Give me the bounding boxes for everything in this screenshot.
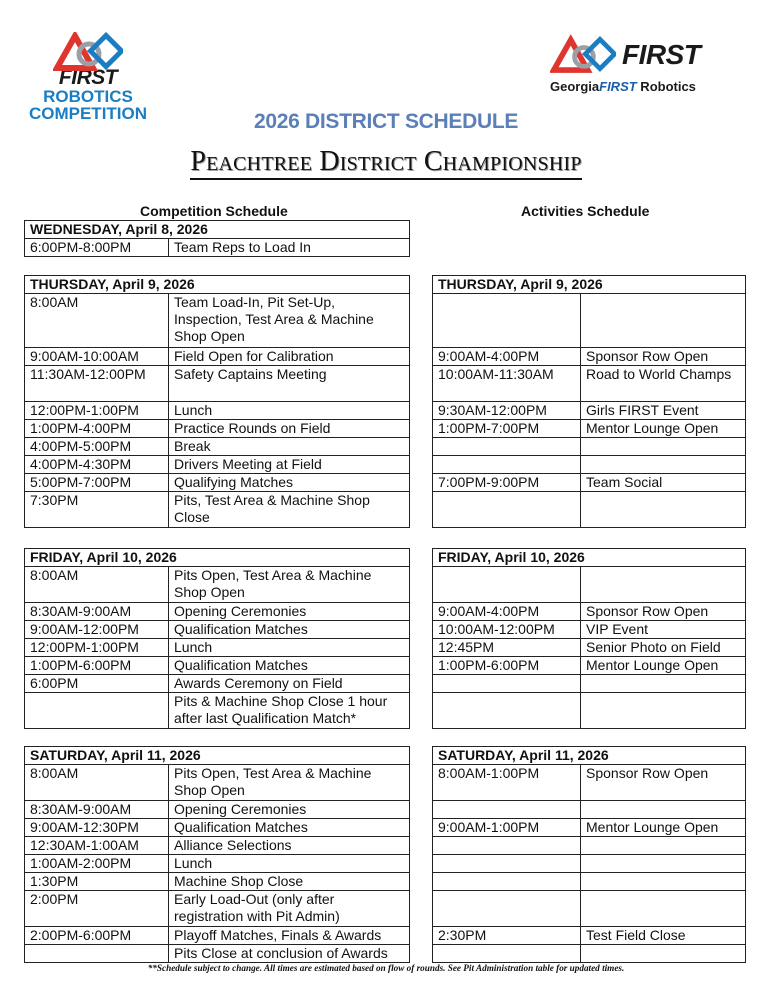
time-cell: 1:00PM-6:00PM <box>25 657 169 675</box>
time-cell: 10:00AM-11:30AM <box>433 366 581 402</box>
event-cell <box>581 837 746 855</box>
table-row <box>433 693 746 729</box>
table-row <box>433 639 746 657</box>
event-title: Peachtree District Championship <box>0 146 772 178</box>
time-cell: 6:00PM-8:00PM <box>25 239 169 257</box>
day-header: FRIDAY, April 10, 2026 <box>433 549 746 567</box>
time-cell: 8:00AM-1:00PM <box>433 765 581 801</box>
time-cell: 2:00PM-6:00PM <box>25 927 169 945</box>
table-row <box>25 837 410 855</box>
table-row <box>433 438 746 456</box>
time-cell: 9:00AM-10:00AM <box>25 348 169 366</box>
table-row <box>25 402 410 420</box>
table-row <box>433 294 746 348</box>
table-row <box>433 474 746 492</box>
event-cell <box>581 801 746 819</box>
day-header: SATURDAY, April 11, 2026 <box>25 747 410 765</box>
time-cell: 8:00AM <box>25 294 169 348</box>
event-cell: Lunch <box>169 639 410 657</box>
day-header: FRIDAY, April 10, 2026 <box>25 549 410 567</box>
time-cell <box>433 801 581 819</box>
time-cell: 8:30AM-9:00AM <box>25 603 169 621</box>
event-cell <box>581 567 746 603</box>
table-row <box>25 765 410 801</box>
time-cell <box>433 456 581 474</box>
event-cell <box>581 693 746 729</box>
event-cell: Girls FIRST Event <box>581 402 746 420</box>
event-cell: Road to World Champs <box>581 366 746 402</box>
activities-table-saturday <box>432 746 746 963</box>
time-cell <box>433 294 581 348</box>
time-cell: 9:00AM-12:00PM <box>25 621 169 639</box>
table-row <box>433 819 746 837</box>
time-cell <box>433 675 581 693</box>
table-row <box>433 402 746 420</box>
time-cell: 10:00AM-12:00PM <box>433 621 581 639</box>
table-row <box>25 456 410 474</box>
competition-table-saturday <box>24 746 410 963</box>
first-logo-mark-icon <box>18 32 158 72</box>
competition-table-wednesday <box>24 220 410 257</box>
table-row <box>25 420 410 438</box>
table-row <box>433 945 746 963</box>
event-cell <box>581 945 746 963</box>
table-row <box>25 567 410 603</box>
event-cell: Opening Ceremonies <box>169 603 410 621</box>
table-row <box>433 621 746 639</box>
table-row <box>25 873 410 891</box>
time-cell <box>433 873 581 891</box>
time-cell: 9:00AM-12:30PM <box>25 819 169 837</box>
table-row <box>25 294 410 348</box>
activities-table-thursday <box>432 275 746 528</box>
table-row <box>25 855 410 873</box>
activities-table-friday <box>432 548 746 729</box>
table-row <box>25 366 410 402</box>
table-row <box>433 456 746 474</box>
table-row <box>25 657 410 675</box>
event-cell: Playoff Matches, Finals & Awards <box>169 927 410 945</box>
time-cell: 1:00PM-4:00PM <box>25 420 169 438</box>
event-cell: Safety Captains Meeting <box>169 366 410 402</box>
table-row <box>433 567 746 603</box>
time-cell <box>25 693 169 729</box>
event-cell: Team Social <box>581 474 746 492</box>
event-cell: Mentor Lounge Open <box>581 819 746 837</box>
table-row <box>433 855 746 873</box>
georgia-first-logo <box>550 32 720 94</box>
time-cell: 1:30PM <box>25 873 169 891</box>
table-row <box>433 420 746 438</box>
table-row <box>433 801 746 819</box>
time-cell: 11:30AM-12:00PM <box>25 366 169 402</box>
day-header: THURSDAY, April 9, 2026 <box>433 276 746 294</box>
time-cell: 7:00PM-9:00PM <box>433 474 581 492</box>
event-cell <box>581 891 746 927</box>
time-cell <box>433 837 581 855</box>
logo-robotics-text: ROBOTICS <box>43 87 133 106</box>
time-cell: 9:00AM-1:00PM <box>433 819 581 837</box>
table-row <box>433 927 746 945</box>
table-row <box>25 438 410 456</box>
table-row <box>25 239 410 257</box>
event-cell: Qualification Matches <box>169 657 410 675</box>
time-cell: 1:00AM-2:00PM <box>25 855 169 873</box>
time-cell: 9:00AM-4:00PM <box>433 348 581 366</box>
event-cell: Pits Open, Test Area & Machine Shop Open <box>169 765 410 801</box>
table-row <box>25 819 410 837</box>
table-row <box>25 474 410 492</box>
table-row <box>25 693 410 729</box>
table-row <box>25 639 410 657</box>
event-cell <box>581 294 746 348</box>
event-cell: Qualification Matches <box>169 621 410 639</box>
event-cell <box>581 456 746 474</box>
table-row <box>433 492 746 528</box>
competition-schedule-label: Competition Schedule <box>140 203 288 219</box>
event-cell: Sponsor Row Open <box>581 603 746 621</box>
time-cell: 12:00PM-1:00PM <box>25 402 169 420</box>
event-cell: Lunch <box>169 402 410 420</box>
event-cell: Pits Close at conclusion of Awards <box>169 945 410 963</box>
event-cell <box>581 675 746 693</box>
time-cell <box>433 567 581 603</box>
event-cell: Field Open for Calibration <box>169 348 410 366</box>
day-header: THURSDAY, April 9, 2026 <box>25 276 410 294</box>
time-cell <box>433 693 581 729</box>
table-row <box>25 348 410 366</box>
event-cell <box>581 492 746 528</box>
time-cell <box>433 891 581 927</box>
time-cell: 6:00PM <box>25 675 169 693</box>
event-cell: Machine Shop Close <box>169 873 410 891</box>
event-cell: Drivers Meeting at Field <box>169 456 410 474</box>
table-row <box>25 603 410 621</box>
event-cell: Early Load-Out (only after registration with Pit Admin) <box>169 891 410 927</box>
time-cell <box>433 492 581 528</box>
time-cell: 12:00PM-1:00PM <box>25 639 169 657</box>
event-cell: Qualifying Matches <box>169 474 410 492</box>
time-cell: 8:00AM <box>25 765 169 801</box>
table-row <box>25 891 410 927</box>
event-cell: Practice Rounds on Field <box>169 420 410 438</box>
footnote: **Schedule subject to change. All times are estimated based on flow of rounds. See Pit Administration table for updated times. <box>147 963 625 973</box>
event-cell: Mentor Lounge Open <box>581 657 746 675</box>
time-cell <box>433 438 581 456</box>
time-cell: 2:30PM <box>433 927 581 945</box>
day-header: SATURDAY, April 11, 2026 <box>433 747 746 765</box>
time-cell: 7:30PM <box>25 492 169 528</box>
time-cell <box>25 945 169 963</box>
event-cell: Pits Open, Test Area & Machine Shop Open <box>169 567 410 603</box>
time-cell: 9:30AM-12:00PM <box>433 402 581 420</box>
table-row <box>433 891 746 927</box>
event-cell: Sponsor Row Open <box>581 765 746 801</box>
event-cell <box>581 873 746 891</box>
time-cell: 8:00AM <box>25 567 169 603</box>
event-cell: Pits, Test Area & Machine Shop Close <box>169 492 410 528</box>
logo-first-text: FIRST <box>58 66 118 89</box>
time-cell: 4:00PM-5:00PM <box>25 438 169 456</box>
time-cell <box>433 945 581 963</box>
table-row <box>25 492 410 528</box>
time-cell: 1:00PM-7:00PM <box>433 420 581 438</box>
table-row <box>433 348 746 366</box>
schedule-heading: 2026 DISTRICT SCHEDULE <box>253 110 519 133</box>
event-cell: Alliance Selections <box>169 837 410 855</box>
table-row <box>433 603 746 621</box>
time-cell: 12:30AM-1:00AM <box>25 837 169 855</box>
day-header: WEDNESDAY, April 8, 2026 <box>25 221 410 239</box>
time-cell: 2:00PM <box>25 891 169 927</box>
table-row <box>25 927 410 945</box>
event-cell: Team Load-In, Pit Set-Up, Inspection, Test Area & Machine Shop Open <box>169 294 410 348</box>
event-cell: VIP Event <box>581 621 746 639</box>
event-cell: Awards Ceremony on Field <box>169 675 410 693</box>
table-row <box>433 765 746 801</box>
logo-first-text: FIRST <box>622 38 701 70</box>
table-row <box>433 366 746 402</box>
event-cell: Senior Photo on Field <box>581 639 746 657</box>
logo-competition-text: COMPETITION <box>28 104 148 123</box>
time-cell: 12:45PM <box>433 639 581 657</box>
event-cell: Lunch <box>169 855 410 873</box>
event-cell <box>581 438 746 456</box>
time-cell: 4:00PM-4:30PM <box>25 456 169 474</box>
event-cell: Break <box>169 438 410 456</box>
event-cell <box>581 855 746 873</box>
time-cell: 1:00PM-6:00PM <box>433 657 581 675</box>
event-cell: Mentor Lounge Open <box>581 420 746 438</box>
table-row <box>25 801 410 819</box>
table-row <box>433 675 746 693</box>
table-row <box>25 621 410 639</box>
event-cell: Test Field Close <box>581 927 746 945</box>
table-row <box>25 675 410 693</box>
event-cell: Sponsor Row Open <box>581 348 746 366</box>
event-cell: Pits & Machine Shop Close 1 hour after last Qualification Match* <box>169 693 410 729</box>
table-row <box>433 873 746 891</box>
event-cell: Team Reps to Load In <box>169 239 410 257</box>
table-row <box>433 657 746 675</box>
table-row <box>433 837 746 855</box>
time-cell <box>433 855 581 873</box>
time-cell: 9:00AM-4:00PM <box>433 603 581 621</box>
first-logo-mark-icon <box>550 34 616 76</box>
logo-georgia-first-robotics: GeorgiaFIRST Robotics <box>550 79 696 94</box>
time-cell: 8:30AM-9:00AM <box>25 801 169 819</box>
competition-table-friday <box>24 548 410 729</box>
activities-schedule-label: Activities Schedule <box>521 203 650 219</box>
event-cell: Qualification Matches <box>169 819 410 837</box>
time-cell: 5:00PM-7:00PM <box>25 474 169 492</box>
event-cell: Opening Ceremonies <box>169 801 410 819</box>
table-row <box>25 945 410 963</box>
competition-table-thursday <box>24 275 410 528</box>
